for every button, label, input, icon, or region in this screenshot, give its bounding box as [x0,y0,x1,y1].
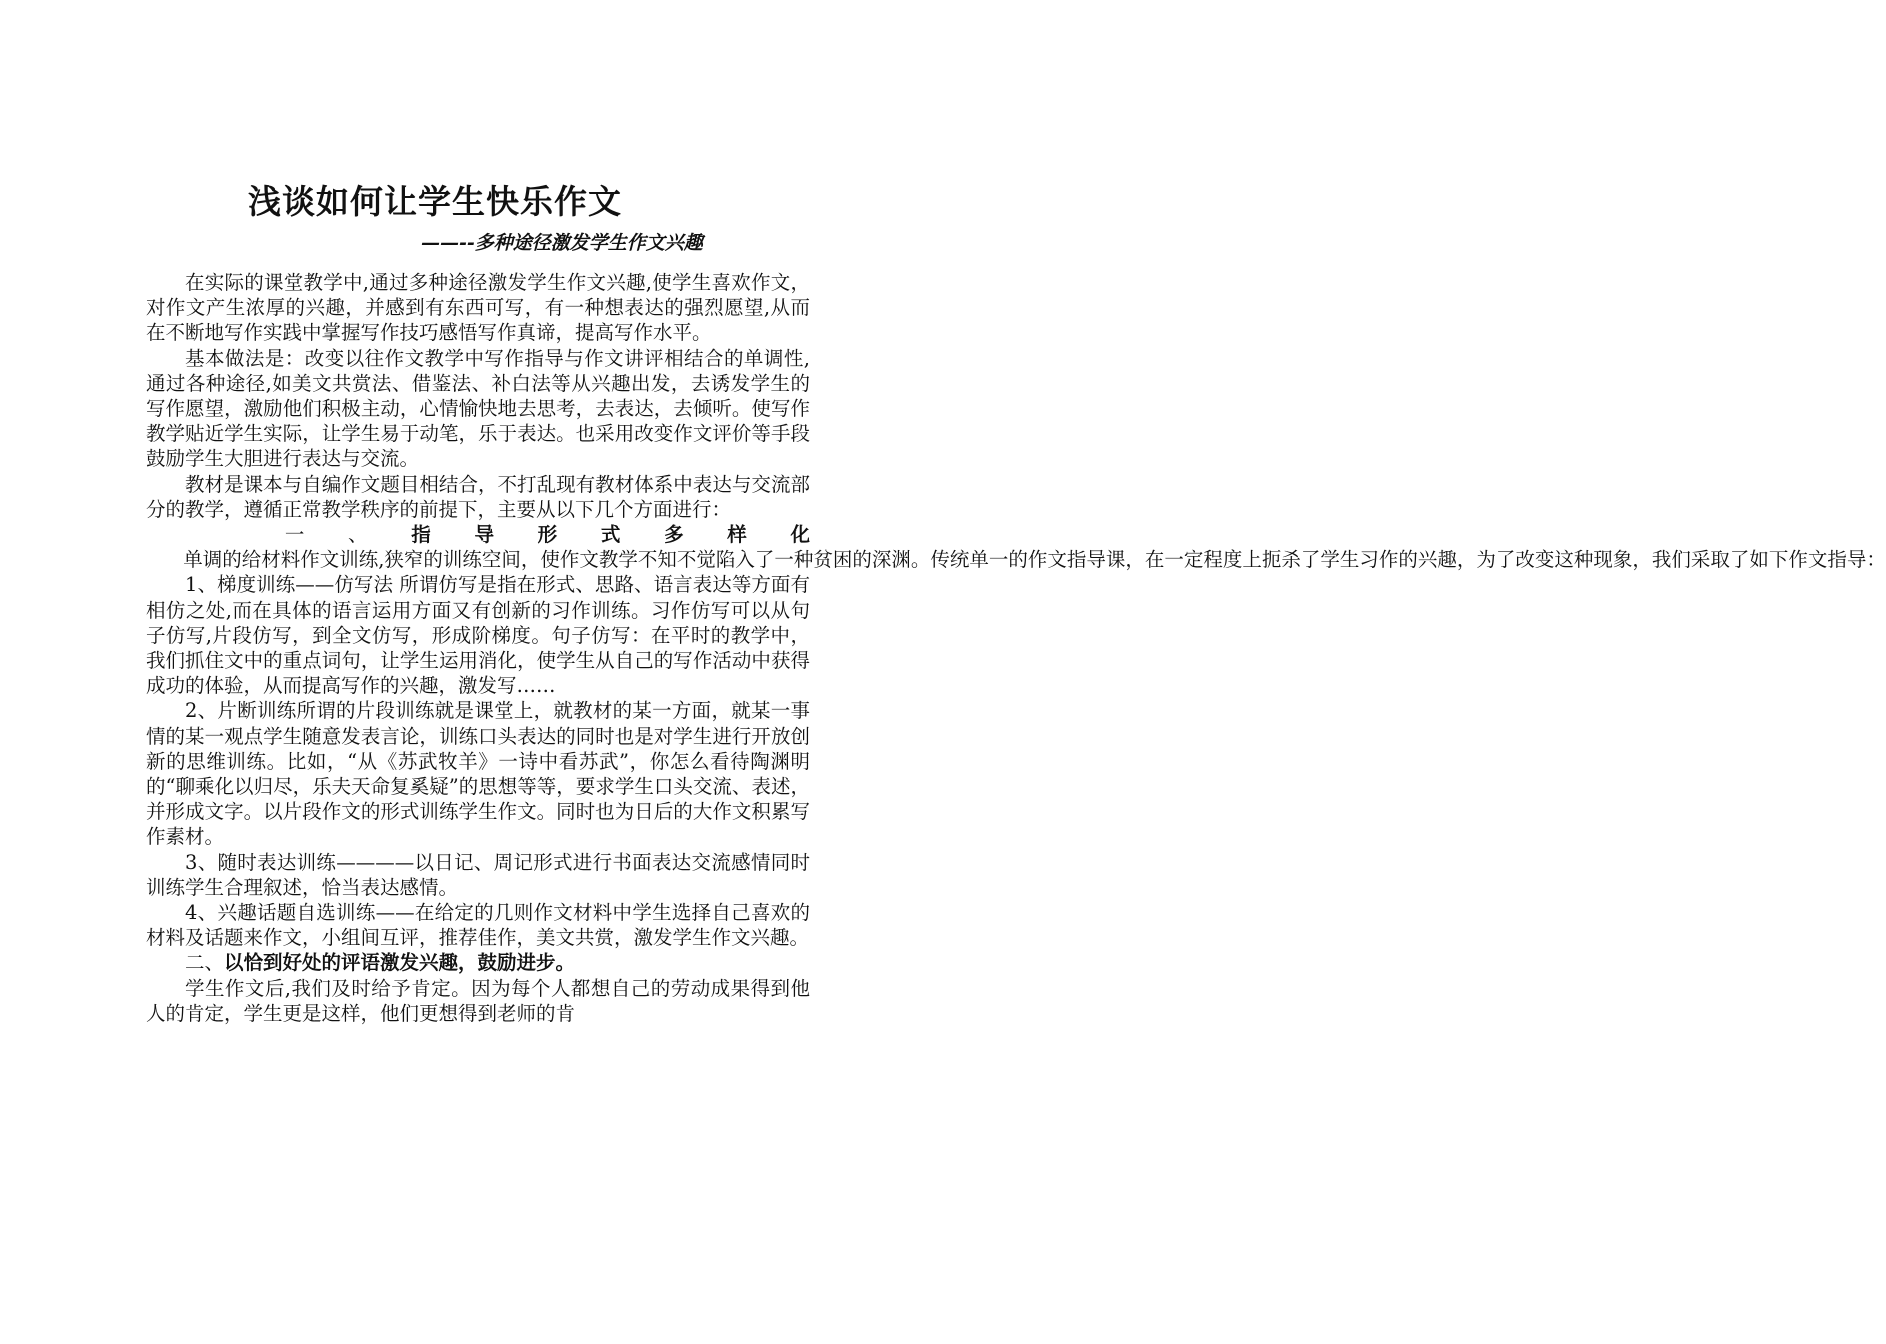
paragraph-imitation-training: 1、梯度训练——仿写法 所谓仿写是指在形式、思路、语言表达等方面有相仿之处,而在具体的语言运用方面又有创新的习作训练。习作仿写可以从句子仿写,片段仿写，到全文仿写，形成阶梯度。句子仿写：在平时的教学中，我们抓住文中的重点词句，让学生运用消化，使学生从自己的写作活动中获得成功的体验，从而提高写作的兴趣，激发写…… [146,573,810,698]
section-one-heading: 指导形式多样化 [411,523,810,547]
section-two-paragraph [146,950,810,975]
paragraph-fragment-training: 2、片断训练所谓的片段训练就是课堂上，就教材的某一方面，就某一事情的某一观点学生随意发表言论，训练口头表达的同时也是对学生进行开放创新的思维训练。比如，“从《苏武牧羊》一诗中看苏武”，你怎么看待陶渊明的“聊乘化以归尽，乐夫天命复奚疑”的思想等等，要求学生口头交流、表述，并形成文字。以片段作文的形式训练学生作文。同时也为日后的大作文积累写作素材。 [146,699,810,849]
section-one-text: 单调的给材料作文训练,狭窄的训练空间，使作文教学不知不觉陷入了一种贫困的深渊。传统单一的作文指导课，在一定程度上扼杀了学生习作的兴趣，为了改变这种现象，我们采取了如下作文指导： [146,548,1886,572]
section-two-heading: 以恰到好处的评语激发兴趣，鼓励进步。 [224,951,576,975]
document-title: 浅谈如何让学生快乐作文 [248,182,622,221]
paragraph-topic-selection-training: 4、兴趣话题自选训练——在给定的几则作文材料中学生选择自己喜欢的材料及话题来作文，小组间互评，推荐佳作，美文共赏，激发学生作文兴趣。 [146,901,810,950]
paragraph-intro: 在实际的课堂教学中,通过多种途径激发学生作文兴趣,使学生喜欢作文，对作文产生浓厚的兴趣，并感到有东西可写，有一种想表达的强烈愿望,从而在不断地写作实践中掌握写作技巧感悟写作真谛，提高写作水平。 [146,271,810,345]
document-subtitle: ——--多种途径激发学生作文兴趣 [421,232,703,254]
document-body [146,270,1886,1026]
section-one-number: 一、 [185,523,412,547]
paragraph-feedback: 学生作文后,我们及时给予肯定。因为每个人都想自己的劳动成果得到他人的肯定，学生更是这样，他们更想得到老师的肯 [146,976,810,1025]
section-two-number: 二、 [185,951,225,975]
paragraph-expression-training: 3、随时表达训练————以日记、周记形式进行书面表达交流感情同时训练学生合理叙述，恰当表达感情。 [146,850,810,899]
section-one-paragraph [146,522,1886,572]
paragraph-basic-method: 基本做法是：改变以往作文教学中写作指导与作文讲评相结合的单调性,通过各种途径,如美文共赏法、借鉴法、补白法等从兴趣出发，去诱发学生的写作愿望，激励他们积极主动，心情愉快地去思考，去表达，去倾听。使写作教学贴近学生实际，让学生易于动笔，乐于表达。也采用改变作文评价等手段鼓励学生大胆进行表达与交流。 [146,346,810,471]
paragraph-materials: 教材是课本与自编作文题目相结合，不打乱现有教材体系中表达与交流部分的教学，遵循正常教学秩序的前提下，主要从以下几个方面进行： [146,472,810,521]
